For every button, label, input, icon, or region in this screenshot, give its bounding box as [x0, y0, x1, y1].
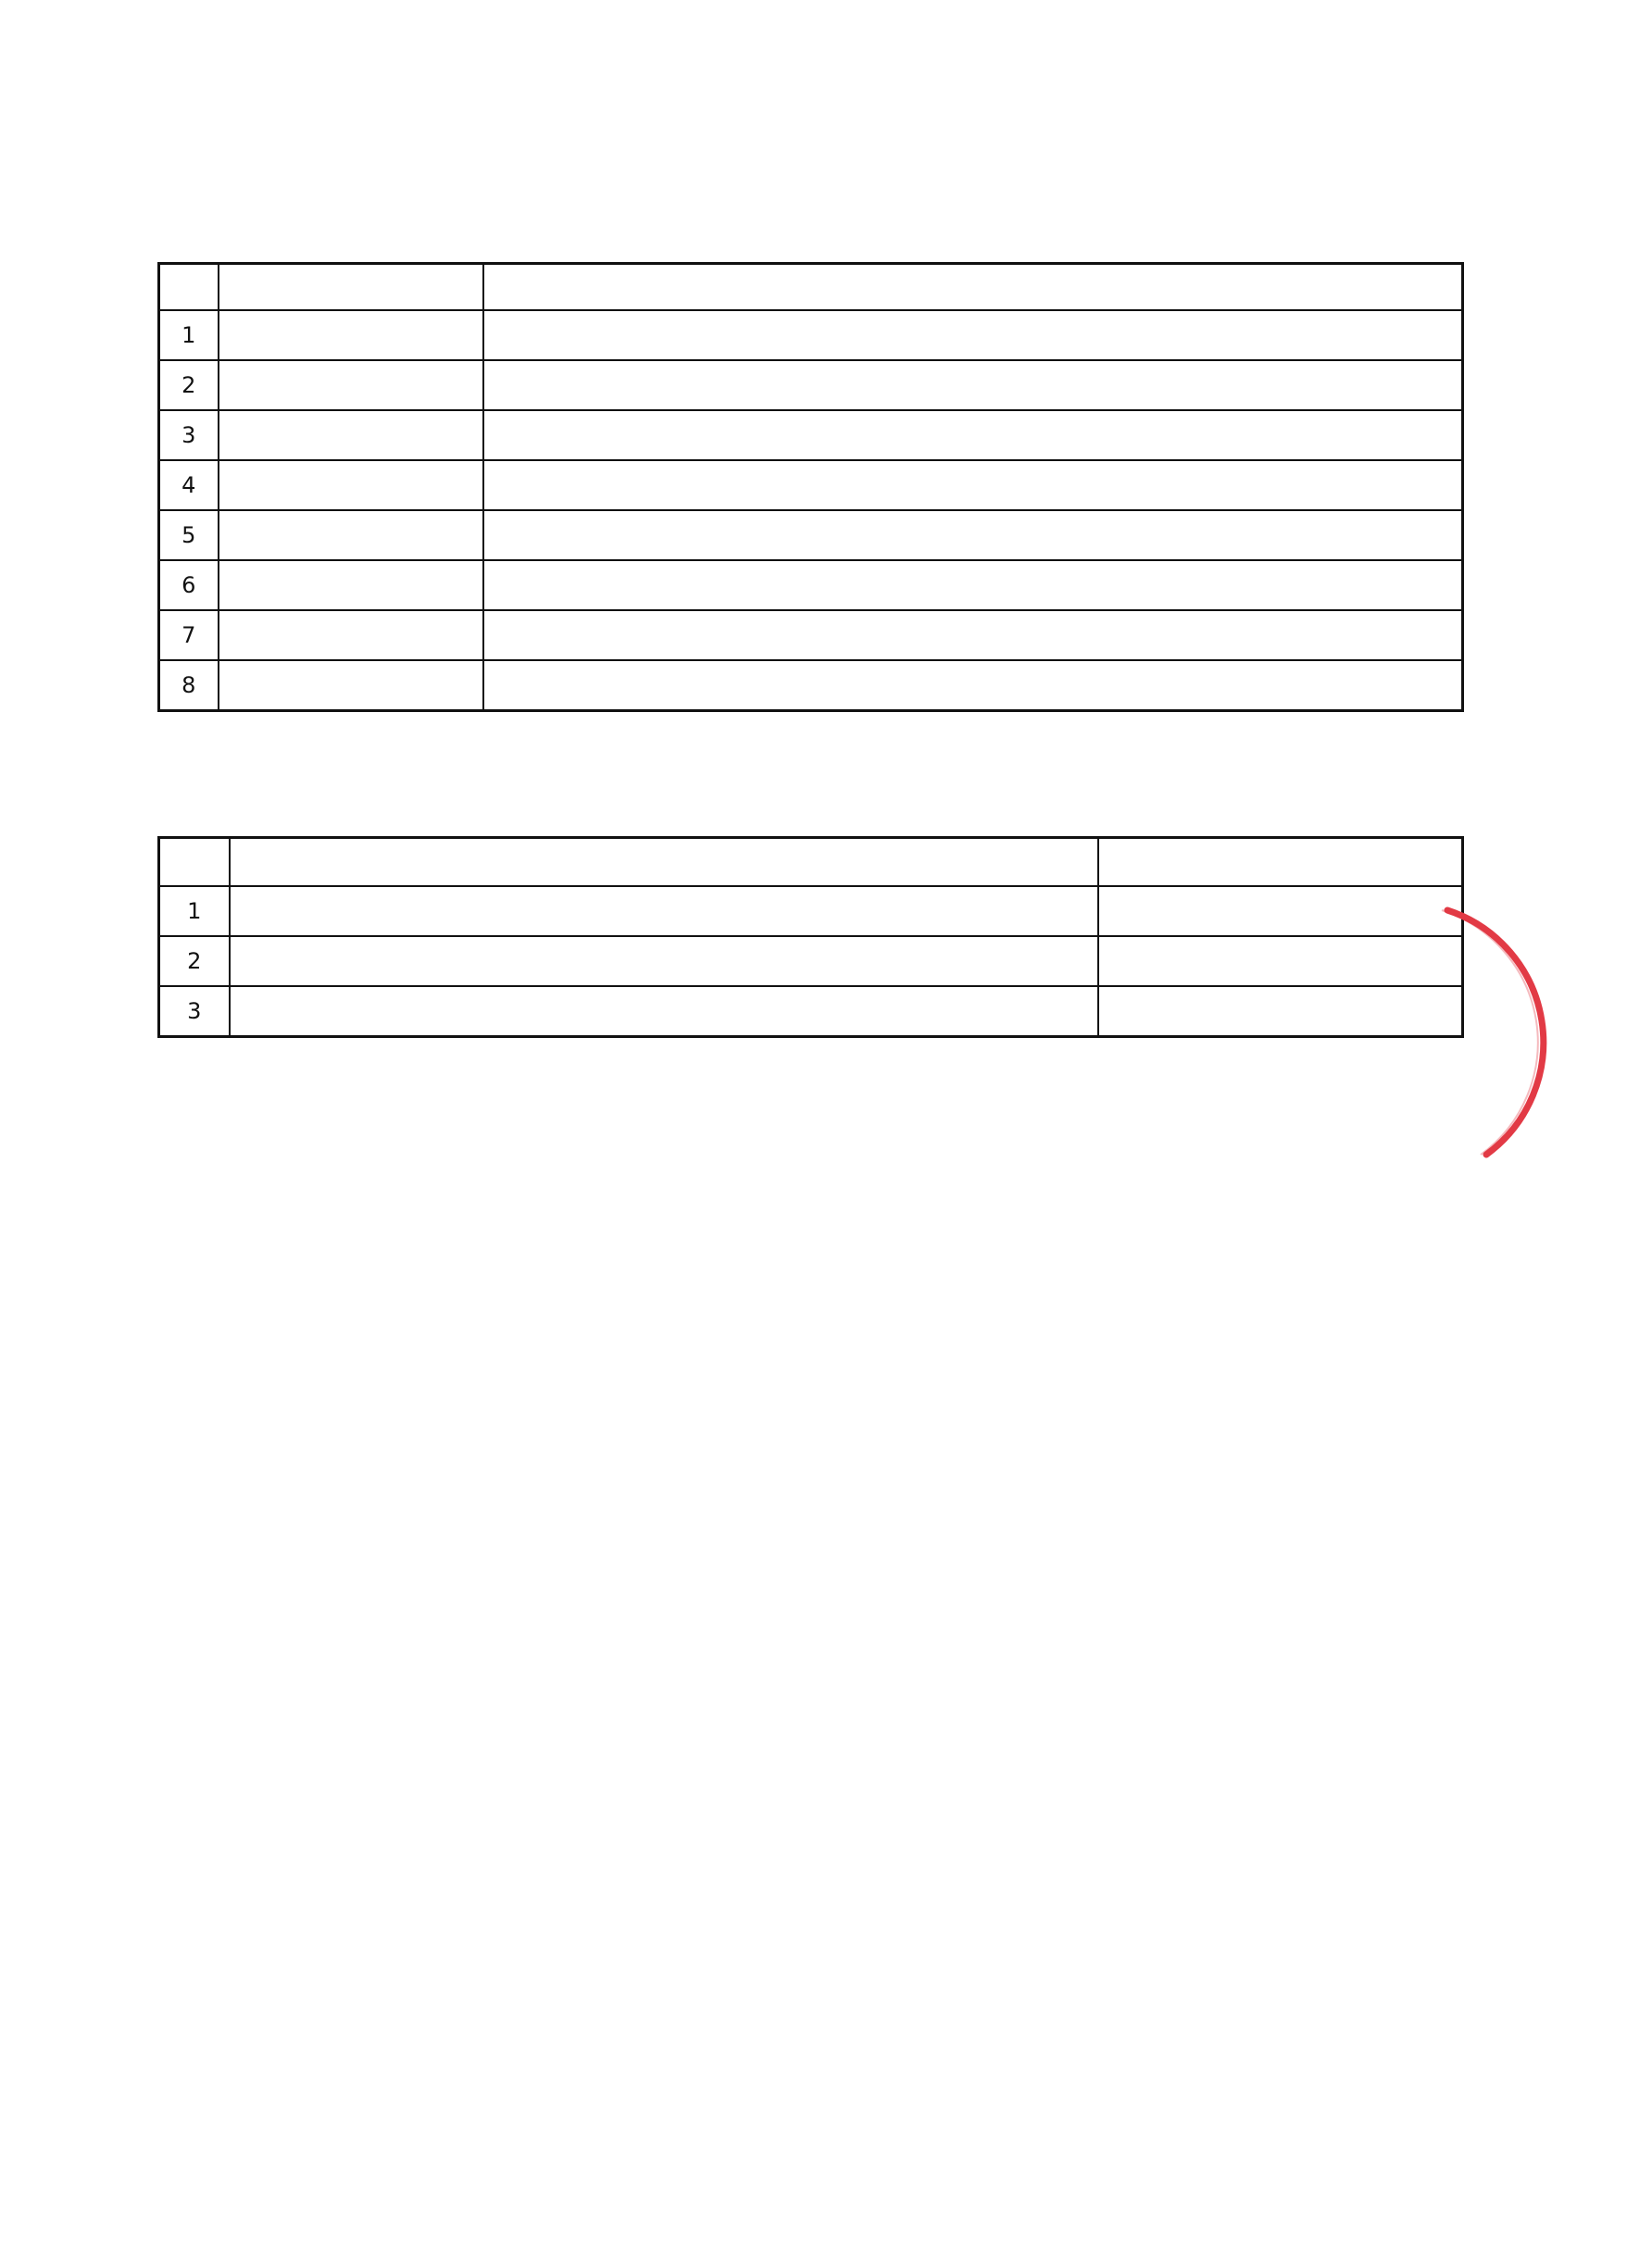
column-header-no	[159, 264, 219, 311]
row-number: 2	[159, 936, 230, 986]
row-number: 8	[159, 660, 219, 711]
column-header-model	[1098, 838, 1463, 887]
row-number: 3	[159, 986, 230, 1037]
instrument-name	[230, 936, 1098, 986]
row-number: 2	[159, 360, 219, 410]
column-header-item	[219, 264, 483, 311]
table-row	[159, 986, 1463, 1037]
test-basis	[483, 460, 1463, 510]
table-row	[159, 410, 1463, 460]
test-item	[219, 660, 483, 711]
test-item	[219, 610, 483, 660]
table-row	[159, 660, 1463, 711]
test-item	[219, 360, 483, 410]
instrument-model	[1098, 886, 1463, 936]
test-basis	[483, 610, 1463, 660]
row-number: 3	[159, 410, 219, 460]
row-number: 6	[159, 560, 219, 610]
table-row	[159, 936, 1463, 986]
test-basis-table	[157, 262, 1464, 712]
column-header-no	[159, 838, 230, 887]
table-row	[159, 560, 1463, 610]
instrument-name	[230, 986, 1098, 1037]
table-row	[159, 310, 1463, 360]
table-row	[159, 886, 1463, 936]
test-basis	[483, 560, 1463, 610]
test-basis	[483, 410, 1463, 460]
instrument-model	[1098, 936, 1463, 986]
row-number: 5	[159, 510, 219, 560]
table-row	[159, 610, 1463, 660]
test-item	[219, 510, 483, 560]
test-item	[219, 560, 483, 610]
row-number: 1	[159, 886, 230, 936]
test-item	[219, 460, 483, 510]
table-row	[159, 460, 1463, 510]
test-basis	[483, 510, 1463, 560]
row-number: 7	[159, 610, 219, 660]
instrument-name	[230, 886, 1098, 936]
table-row	[159, 510, 1463, 560]
instrument-table	[157, 836, 1464, 1038]
test-basis	[483, 660, 1463, 711]
column-header-basis	[483, 264, 1463, 311]
table-row	[159, 360, 1463, 410]
table-header-row	[159, 838, 1463, 887]
test-item	[219, 310, 483, 360]
test-basis	[483, 360, 1463, 410]
row-number: 4	[159, 460, 219, 510]
column-header-instrument	[230, 838, 1098, 887]
instrument-model	[1098, 986, 1463, 1037]
test-basis	[483, 310, 1463, 360]
row-number: 1	[159, 310, 219, 360]
test-item	[219, 410, 483, 460]
table-header-row	[159, 264, 1463, 311]
